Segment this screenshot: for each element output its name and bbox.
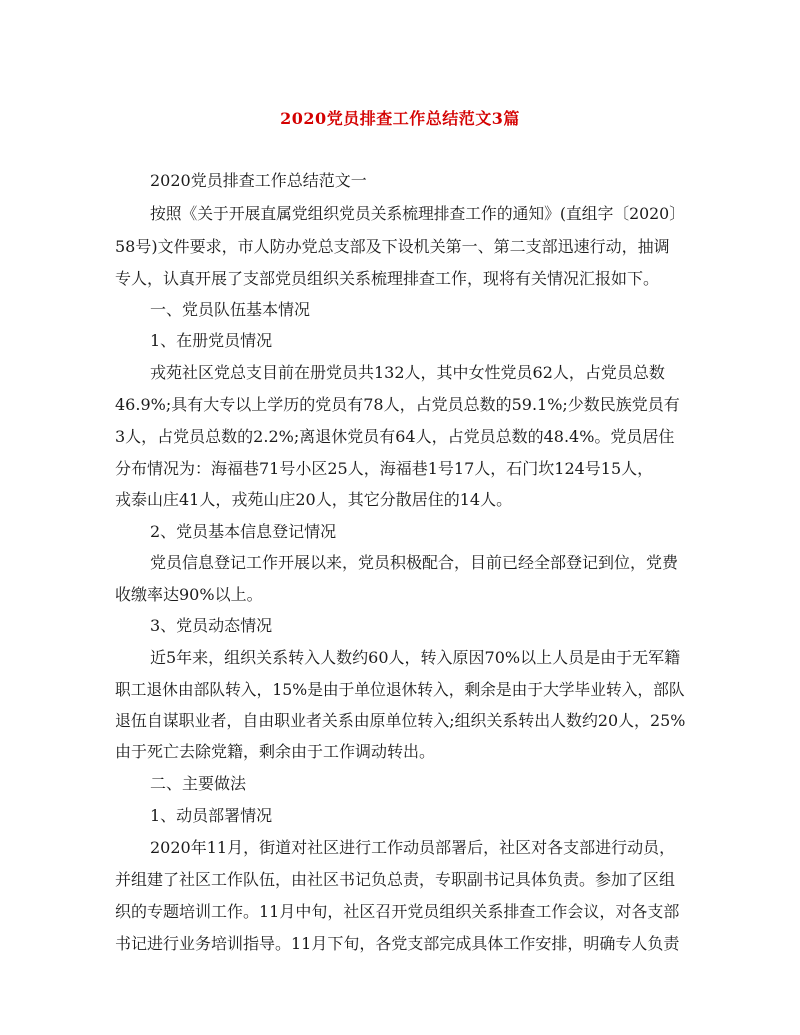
paragraph-line: 书记进行业务培训指导。11月下旬，各党支部完成具体工作安排，明确专人负责 (115, 934, 680, 953)
intro-line-1: 按照《关于开展直属党组织党员关系梳理排查工作的通知》(直组字〔2020〕 (150, 204, 685, 223)
paragraph-line: 3人，占党员总数的2.2%;离退休党员有64人，占党员总数的48.4%。党员居住 (115, 427, 675, 446)
article-subtitle: 2020党员排查工作总结范文一 (150, 171, 367, 190)
intro-line-2: 58号)文件要求，市人防办党总支部及下设机关第一、第二支部迅速行动，抽调 (115, 237, 670, 256)
subsection-1-3-heading: 3、党员动态情况 (150, 616, 273, 635)
paragraph-line: 近5年来，组织关系转入人数约60人，转入原因70%以上人员是由于无军籍 (150, 648, 681, 667)
paragraph-line: 戎泰山庄41人，戎苑山庄20人，其它分散居住的14人。 (115, 490, 513, 509)
section-2-heading: 二、主要做法 (150, 774, 247, 793)
document-title: 2020党员排查工作总结范文3篇 (280, 109, 520, 128)
paragraph-line: 并组建了社区工作队伍，由社区书记负总责，专职副书记具体负责。参加了区组 (115, 870, 676, 889)
paragraph-line: 分布情况为：海福巷71号小区25人，海福巷1号17人，石门坎124号15人， (115, 459, 654, 478)
subsection-1-2-heading: 2、党员基本信息登记情况 (150, 522, 337, 541)
paragraph-line: 由于死亡去除党籍，剩余由于工作调动转出。 (115, 742, 436, 761)
paragraph-line: 织的专题培训工作。11月中旬，社区召开党员组织关系排查工作会议，对各支部 (115, 902, 680, 921)
paragraph-line: 46.9%;具有大专以上学历的党员有78人，占党员总数的59.1%;少数民族党员有 (115, 395, 680, 414)
paragraph-line: 2020年11月，街道对社区进行工作动员部署后，社区对各支部进行动员， (150, 838, 676, 857)
paragraph-line: 收缴率达90%以上。 (115, 585, 263, 604)
paragraph-line: 退伍自谋职业者，自由职业者关系由原单位转入;组织关系转出人数约20人，25% (115, 711, 686, 730)
intro-line-3: 专人，认真开展了支部党员组织关系梳理排查工作，现将有关情况汇报如下。 (115, 269, 660, 288)
paragraph-line: 职工退休由部队转入，15%是由于单位退休转入，剩余是由于大学毕业转入，部队 (115, 680, 685, 699)
paragraph-line: 戎苑社区党总支目前在册党员共132人，其中女性党员62人，占党员总数 (150, 363, 665, 382)
subsection-2-1-heading: 1、动员部署情况 (150, 806, 273, 825)
subsection-1-1-heading: 1、在册党员情况 (150, 331, 273, 350)
paragraph-line: 党员信息登记工作开展以来，党员积极配合，目前已经全部登记到位，党费 (150, 553, 679, 572)
section-1-heading: 一、党员队伍基本情况 (150, 300, 311, 319)
